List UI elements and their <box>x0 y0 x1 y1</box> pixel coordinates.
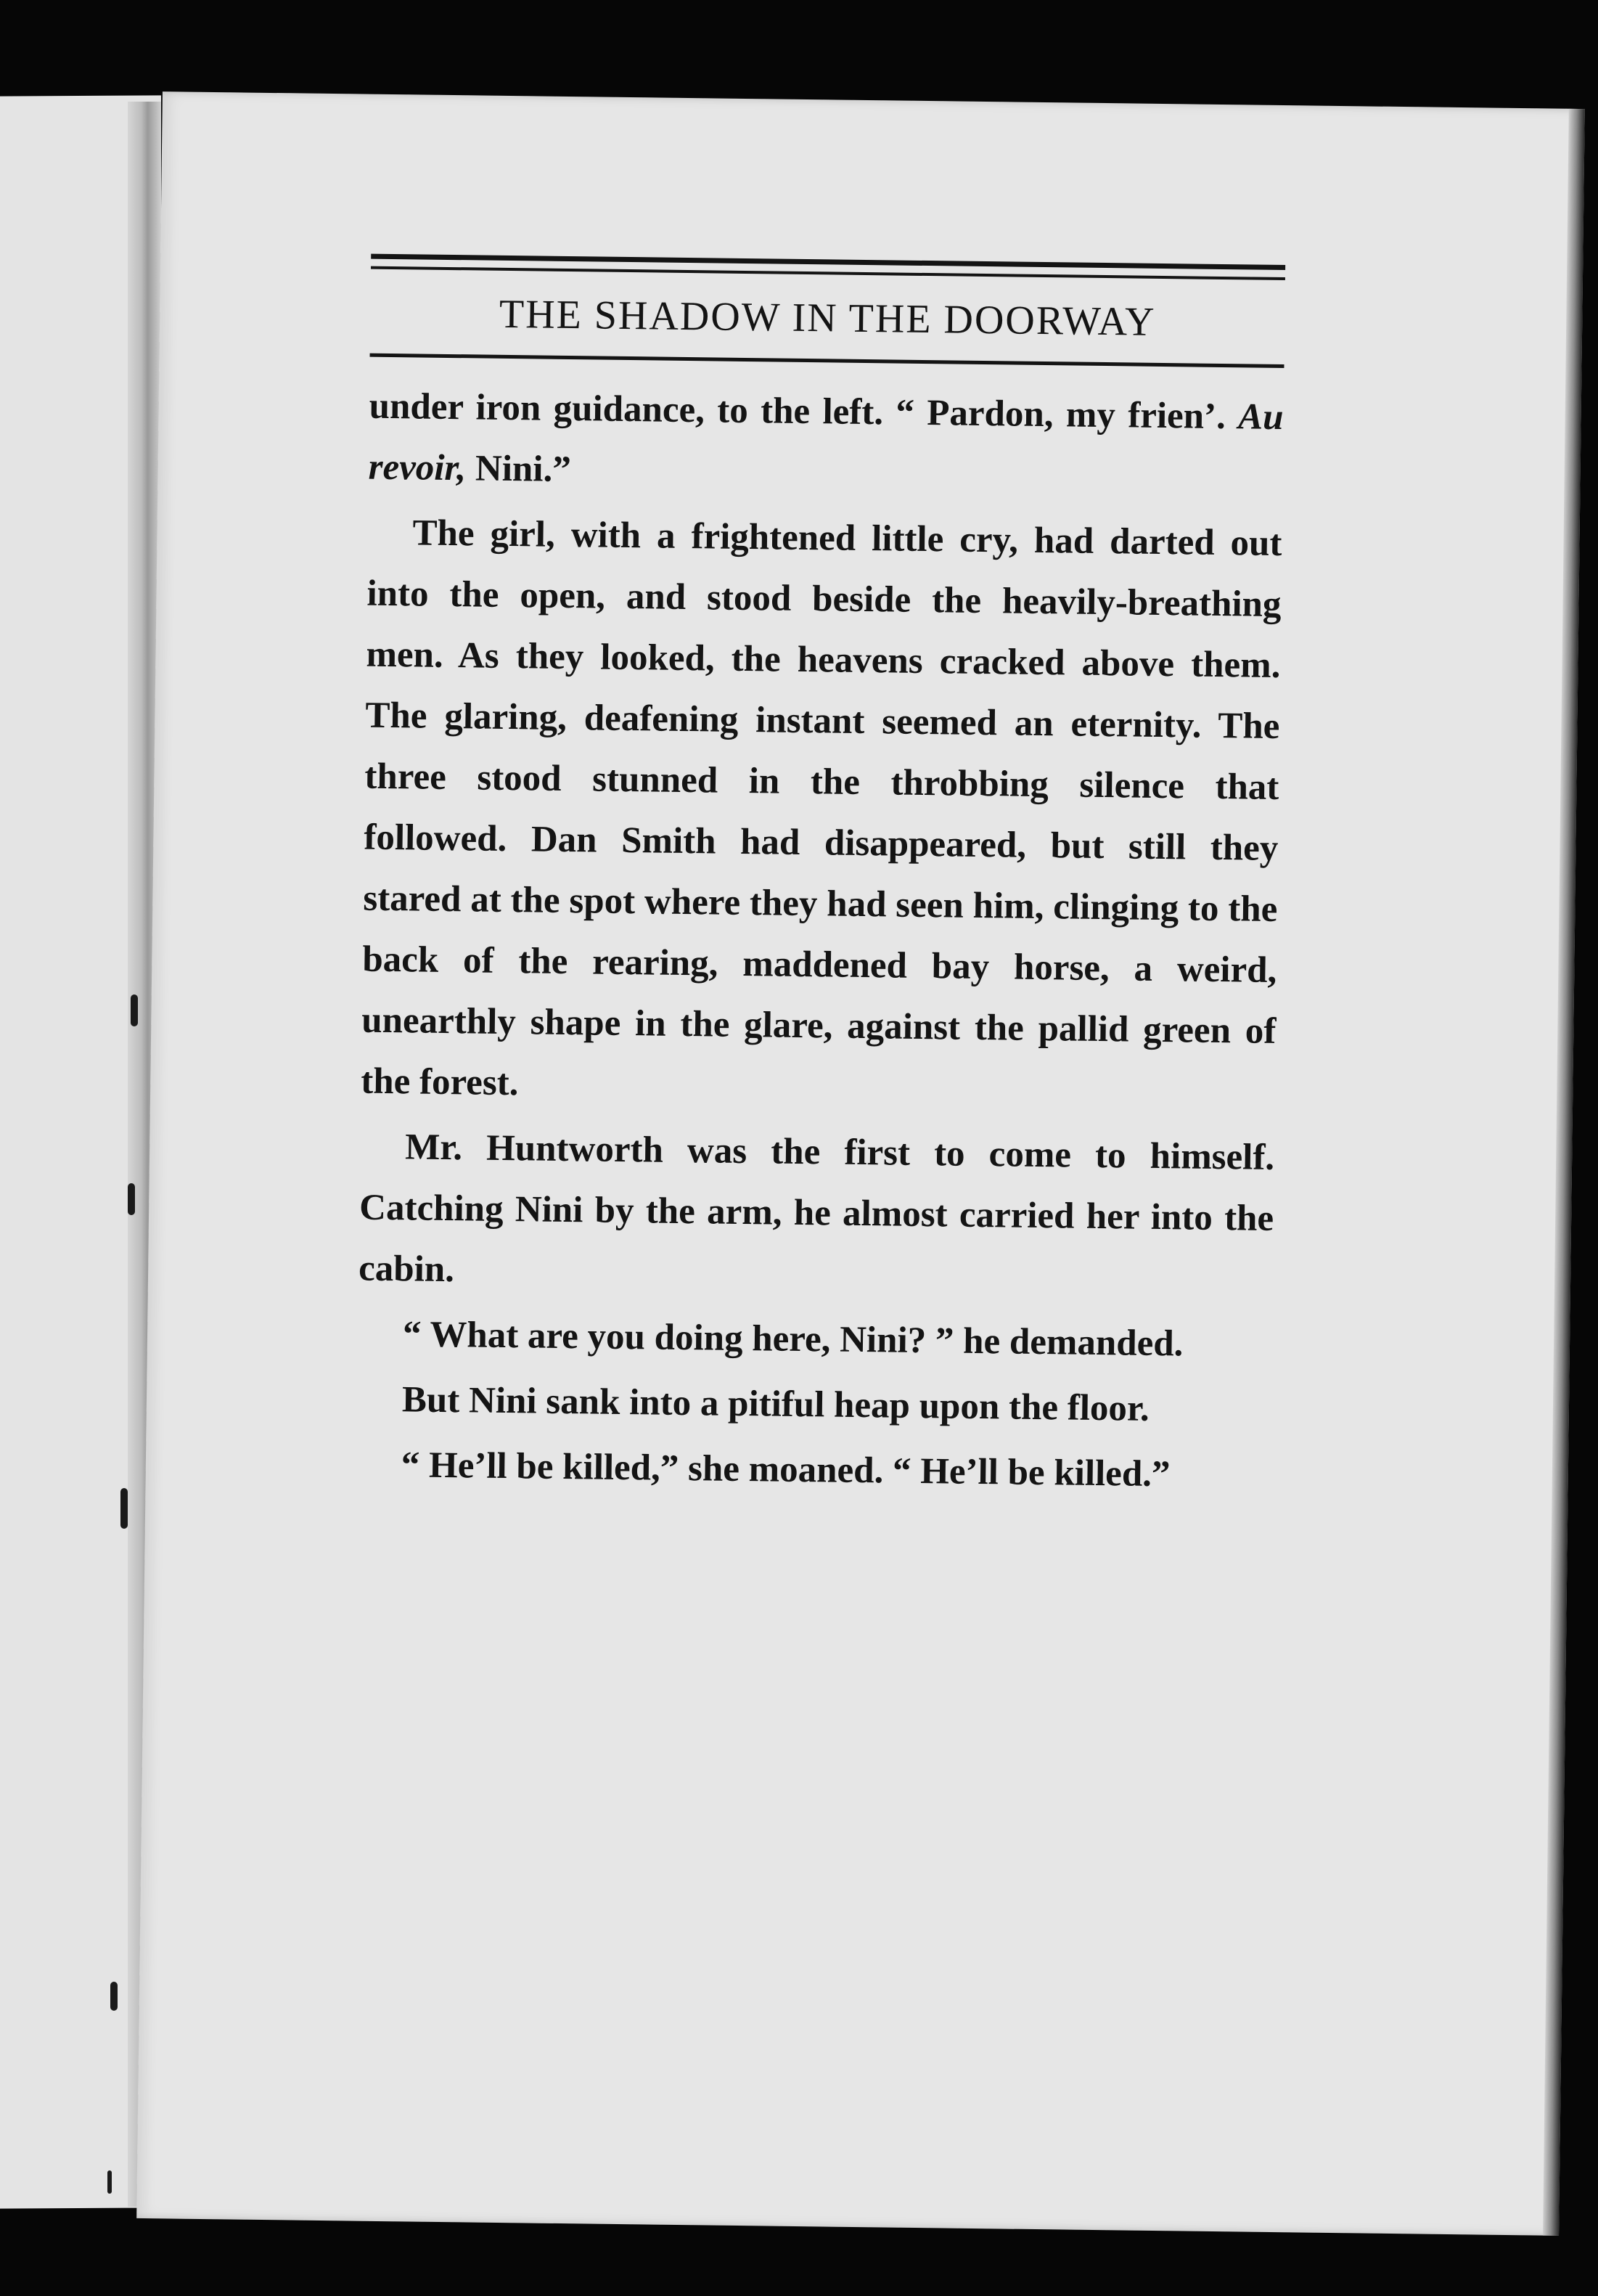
binding-thread-mark <box>120 1488 128 1529</box>
binding-thread-mark <box>110 1982 118 2011</box>
paragraph-1-text: under iron guidance, to the left. “ Pardon, my frien’. <box>369 385 1239 438</box>
paragraph-1 <box>368 376 1284 509</box>
binding-thread-mark <box>107 2170 112 2194</box>
book-page <box>136 91 1585 2236</box>
paragraph-2: The girl, with a frightened little cry, had darted out into the open, and stood beside the heavily-breathing men. As they looked, the heavens cracked above them. The glaring, deafening instant seemed an eternity. The three stood stunned in the throbbing silence that followed. Dan Smith had disappeared, but still they stared at the spot where they had seen him, clinging to the back of the rearing, maddened bay horse, a weird, unearthly shape in the glare, against the pallid green of the forest. <box>360 512 1282 1104</box>
page-edge-shadow <box>1543 109 1585 2236</box>
paragraph-6: “ He’ll be killed,” she moaned. “ He’ll be killed.” <box>401 1445 1171 1495</box>
paragraph-4: “ What are you doing here, Nini? ” he demanded. <box>402 1314 1184 1365</box>
binding-thread-mark <box>131 994 138 1026</box>
paragraph-5: But Nini sank into a pitiful heap upon the floor. <box>401 1379 1150 1429</box>
page-content <box>356 254 1285 1511</box>
paragraph-1-text-end: Nini.” <box>465 448 572 491</box>
paragraph-1-italic: Au revoir, <box>368 396 1284 489</box>
binding-thread-mark <box>128 1183 135 1215</box>
paragraph-3: Mr. Huntworth was the first to come to himself. Catching Nini by the arm, he almost carried her into the cabin. <box>358 1127 1275 1291</box>
running-head: THE SHADOW IN THE DOORWAY <box>499 291 1156 345</box>
